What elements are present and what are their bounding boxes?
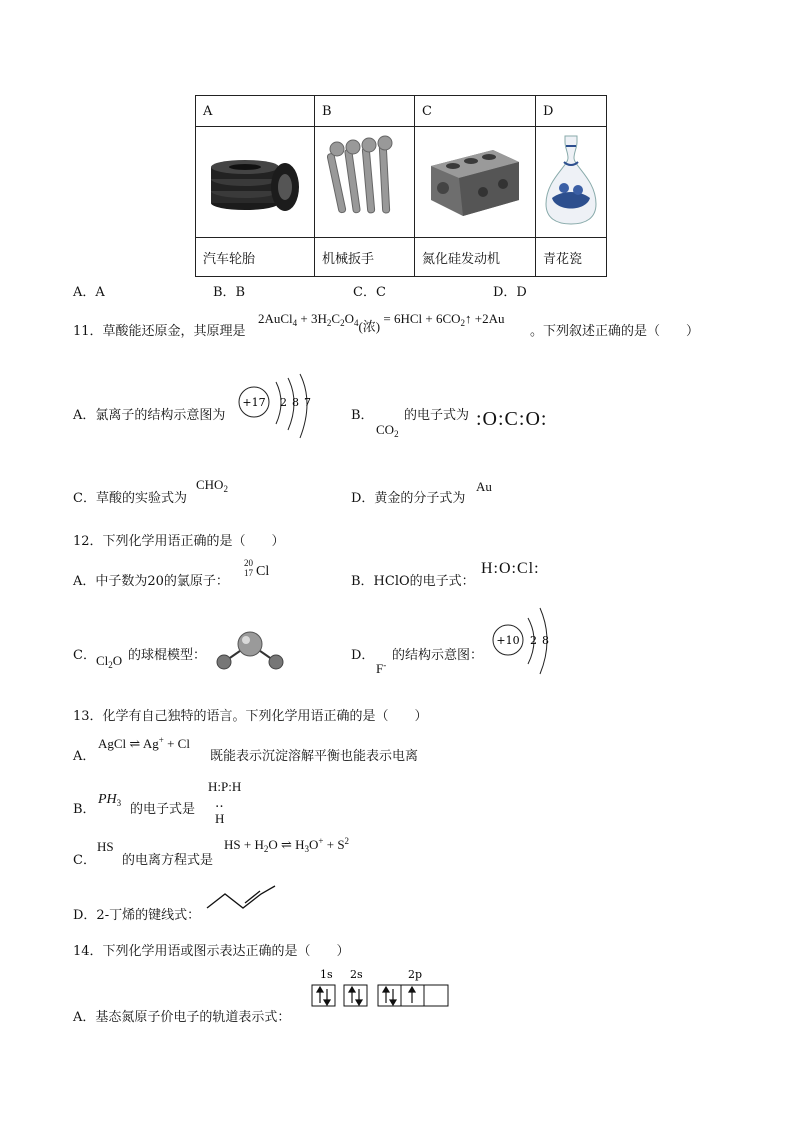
mass-number: 20: [244, 558, 253, 568]
q10-option-a[interactable]: A．A: [73, 285, 105, 300]
ph3-electron-dot: [208, 779, 241, 827]
shell-2-label: 8: [292, 396, 299, 409]
q13-option-d[interactable]: D．2-丁烯的键线式：: [73, 908, 201, 923]
butene-skeletal-formula: [205, 882, 277, 916]
cl-text: Cl: [96, 653, 109, 668]
co2-formula: [376, 422, 399, 439]
col-d-header: D: [536, 96, 607, 127]
agcl-equation: [98, 735, 190, 752]
q13-option-b[interactable]: B．: [73, 802, 96, 817]
q11-option-a[interactable]: A．氯离子的结构示意图为: [73, 408, 226, 423]
orbital-2s-label: 2s: [350, 968, 363, 981]
cho2-formula: [196, 477, 228, 494]
q10-option-c[interactable]: C．C: [353, 285, 386, 300]
q11-stem-suffix: 。下列叙述正确的是（ ）: [530, 324, 700, 339]
ball-stick-label: 的球棍模型：: [128, 648, 207, 663]
q10-option-d[interactable]: D．D: [493, 285, 527, 300]
hs-eq-1: HS + H: [224, 837, 264, 852]
eq-plus: + 3H: [297, 311, 327, 326]
q12-option-b[interactable]: B．HClO的电子式：: [351, 574, 475, 589]
porcelain-vase-image: [536, 127, 607, 238]
nucleus-17-label: +17: [242, 396, 266, 409]
co2-text-label: 的电子式为: [404, 408, 470, 423]
caption-c: 氮化硅发动机: [415, 238, 536, 277]
q11-stem-prefix: 11．草酸能还原金，其原理是: [73, 324, 246, 339]
hs-ionization-equation: HS + $H_2O$ ⇌ $H_3O^+ + S^2$: [224, 836, 350, 854]
nucleus-10-label: +10: [496, 634, 520, 647]
ph-text: PH: [98, 792, 117, 807]
eq-tail: +2Au: [471, 311, 505, 326]
tire-stack-image: [196, 127, 315, 238]
q13-stem: 13．化学有自己独特的语言。下列化学用语正确的是（ ）: [73, 709, 428, 724]
orbital-1s-label: 1s: [320, 968, 333, 981]
f-shell-1-label: 2: [530, 634, 537, 647]
cl-tail: + Cl: [163, 736, 190, 751]
cl-symbol: Cl: [256, 564, 270, 579]
o-text: O: [112, 653, 123, 668]
table-caption-row: [196, 238, 607, 277]
q10-option-b[interactable]: B．B: [213, 285, 246, 300]
q10-table: [195, 95, 607, 277]
caption-b: 机械扳手: [315, 238, 415, 277]
cl2o-formula: [96, 653, 122, 670]
q13-option-c[interactable]: C．: [73, 853, 96, 868]
agcl-text: AgCl ⇌ Ag: [98, 736, 159, 751]
ph3-dot-top: H:P:H: [208, 779, 242, 794]
q11-equation: 2AuCl$_4$ + $3H_2C_2O_4$(浓) = $6HCl + 6CO_2↑ +2Au$: [258, 311, 505, 334]
au-formula: Au: [476, 479, 492, 494]
atomic-number: 17: [244, 568, 253, 578]
ph3-dot-bottom: ‥ H: [215, 795, 225, 826]
q12-stem: 12．下列化学用语正确的是（ ）: [73, 534, 285, 549]
q11-option-b[interactable]: B．: [351, 408, 374, 423]
col-a-header: A: [196, 96, 315, 127]
eq-right: = 6HCl + 6CO: [380, 311, 461, 326]
s-charge: 2: [344, 836, 350, 846]
q14-stem: 14．下列化学用语或图示表达正确的是（ ）: [73, 944, 350, 959]
f-structure-label: 的结构示意图：: [392, 648, 484, 663]
caption-d: 青花瓷: [536, 238, 607, 277]
orbital-diagram: [310, 966, 460, 1014]
ph3-formula: [98, 792, 121, 808]
hs-eq-4: + S: [323, 837, 345, 852]
co2-text: CO: [376, 422, 395, 437]
cl2o-sub: 2: [108, 660, 113, 670]
cl-nuclide-numbers: [244, 558, 253, 578]
chloride-ion-diagram: [236, 372, 316, 456]
hs-formula: HS: [97, 839, 114, 854]
col-b-header: B: [315, 96, 415, 127]
table-header-row: [196, 96, 607, 127]
wrench-set-image: [315, 127, 415, 238]
co2-electron-dot: :O:C:O:: [476, 408, 548, 430]
q13-option-a[interactable]: A．: [73, 749, 96, 764]
q11-option-d[interactable]: D．黄金的分子式为: [351, 491, 466, 506]
ball-stick-model: [212, 628, 288, 676]
f-ion-formula: [376, 660, 386, 677]
f-ion-diagram: [488, 604, 554, 684]
f-shell-2-label: 8: [542, 634, 549, 647]
ph3-h-bottom: H: [215, 811, 225, 826]
q11-option-c[interactable]: C．草酸的实验式为: [73, 491, 187, 506]
agcl-description: 既能表示沉淀溶解平衡也能表示电离: [210, 749, 419, 764]
eq-left: 2AuCl: [258, 311, 293, 326]
f-text: F: [376, 661, 384, 676]
q12-option-c[interactable]: C．: [73, 648, 96, 663]
ph3-sub: 3: [116, 798, 122, 808]
shell-3-label: 7: [304, 396, 311, 409]
ag-charge: +: [158, 735, 164, 745]
q14-option-a[interactable]: A．基态氮原子价电子的轨道表示式：: [73, 1010, 291, 1025]
q12-option-d[interactable]: D．: [351, 648, 375, 663]
col-c-header: C: [415, 96, 536, 127]
orbital-2p-label: 2p: [408, 968, 423, 981]
engine-block-image: [415, 127, 536, 238]
table-image-row: [196, 127, 607, 238]
co2-sub: 2: [394, 429, 399, 439]
ph3-text-label: 的电子式是: [130, 802, 196, 817]
hs-text-label: 的电离方程式是: [122, 853, 214, 868]
caption-a: 汽车轮胎: [196, 238, 315, 277]
q12-option-a[interactable]: A．中子数为20的氯原子：: [73, 574, 229, 589]
eq-conc: (浓): [358, 319, 381, 334]
cho2-text: CHO: [196, 477, 224, 492]
hs-eq-3: O: [309, 837, 319, 852]
hs-eq-2: O ⇌ H: [268, 837, 305, 852]
hclo-electron-dot: H:O:Cl:: [481, 560, 540, 577]
cho2-sub: 2: [223, 484, 228, 494]
f-charge: -: [383, 660, 387, 670]
shell-1-label: 2: [280, 396, 287, 409]
